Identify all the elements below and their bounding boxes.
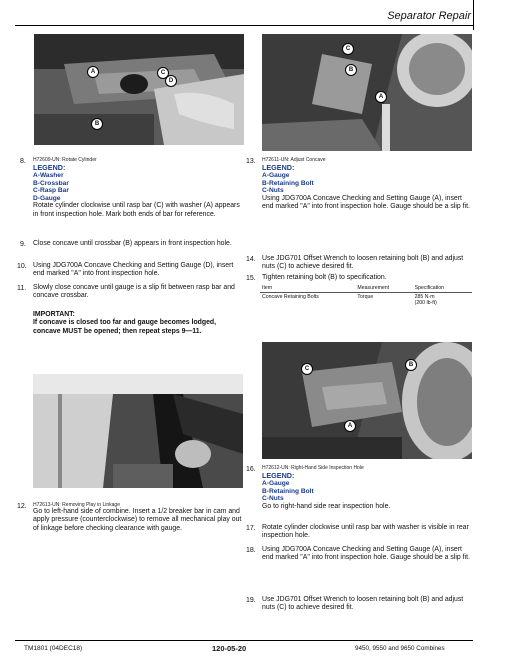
header-bar [15,8,473,26]
step-16-text: Go to right-hand side rear inspection hole. [262,502,391,510]
page-title: Separator Repair [387,10,471,22]
footer-model-list: 9450, 9550 and 9650 Combines [355,645,445,652]
step-14-text: Use JDG701 Offset Wrench to loosen retaining bolt (B) and adjust nuts (C) to achieve desired fit. [262,255,464,271]
step-16-number: 16. [246,466,256,473]
step-9-text: Close concave until crossbar (B) appears in front inspection hole. [33,240,232,247]
callout-c: C [157,67,169,79]
legend-item: B-Retaining Bolt [262,487,314,495]
step-11-number: 11. [17,285,27,292]
step-14-number: 14. [246,256,256,263]
photo-adjust-concave [262,34,472,151]
spec-table [260,284,472,307]
figure-id: H72612-UN: Right-Hand Side Inspection Hole [262,465,364,471]
legend-title: LEGEND: [262,471,295,480]
callout-a: A [87,66,99,78]
figure-id: H72613-UN: Removing Play in Linkage [33,502,120,508]
header-edge-line [473,0,474,30]
step-12-text: Go to left-hand side of combine. Insert a 1/2 breaker bar in cam and apply pressure (counterclockwise) to remove all mechanical play out of linkage before checking clearance with gauge. [33,508,242,532]
step-15-text: Tighten retaining bolt (B) to specification. [262,274,387,281]
legend-item: A-Gauge [262,172,290,179]
footer-page-number: 120-05-20 [212,644,247,653]
photo-rh-inspection-hole [262,342,472,459]
important-title: IMPORTANT: [33,311,75,318]
step-10-text: Using JDG700A Concave Checking and Setting Gauge (D), insert end marked "A" into front inspection hole. [33,262,234,278]
step-12-number: 12. [17,503,27,510]
legend-item: C-Nuts [262,187,284,195]
step-8-text: Rotate cylinder clockwise until rasp bar (C) with washer (A) appears in front inspection hole. Mark both ends of bar for reference. [33,202,240,218]
legend-title: LEGEND: [262,163,295,172]
spec-value-imperial: (200 lb-ft) [414,300,437,306]
photo-rotate-cylinder [34,34,244,145]
step-18-text: Using JDG700A Concave Checking and Setting Gauge (A), insert end marked "A" into front inspection hole. Gauge should be a slip fit. [262,546,470,562]
callout-a: A [375,91,387,103]
table-cell: Concave Retaining Bolts [262,294,319,300]
figure-id: H72609-UN: Rotate Cylinder [33,157,97,163]
callout-c: C [342,43,354,55]
callout-b: B [345,64,357,76]
step-15-number: 15. [246,275,256,282]
step-11-text: Slowly close concave until gauge is a slip fit between rasp bar and concave crossbar. [33,284,235,300]
legend-item: A-Gauge [262,480,290,487]
legend-item: B-Crossbar [33,179,69,187]
step-8-number: 8. [20,158,26,165]
step-18-number: 18. [246,547,256,554]
table-cell: Torque [357,294,374,300]
callout-b: B [91,118,103,130]
figure-id: H72611-UN: Adjust Concave [262,157,326,163]
step-17-text: Rotate cylinder clockwise until rasp bar with washer is visible in rear inspection hole. [262,524,469,540]
callout-d: D [165,75,177,87]
legend-item: C-Rasp Bar [33,187,69,195]
photo-breaker-bar [33,374,243,488]
legend-item: B-Retaining Bolt [262,179,314,187]
table-header: Measurement [355,284,412,293]
step-13-text: Using JDG700A Concave Checking and Setting Gauge (A), insert end marked "A" into front inspection hole. Gauge should be a slip fit. [262,194,470,211]
callout-b: B [405,359,417,371]
table-row [260,293,472,308]
callout-c: C [301,363,313,375]
spec-value-metric: 285 N·m [414,294,435,300]
legend-item: D-Gauge [33,194,61,202]
legend-item: A-Washer [33,172,64,179]
table-cell [413,293,472,308]
step-13-number: 13. [246,158,256,165]
step-10-number: 10. [17,263,27,270]
footer-doc-id: TM1801 (04DEC18) [24,645,83,652]
callout-a: A [344,420,356,432]
table-header: Item [260,284,355,293]
step-9-number: 9. [20,241,26,248]
legend-title: LEGEND: [33,163,66,172]
footer-rule [15,640,473,641]
step-19-number: 19. [246,597,256,604]
important-text: If concave is closed too far and gauge becomes lodged, concave MUST be opened; then repeat steps 9—11. [33,319,217,335]
legend-item: C-Nuts [262,495,284,503]
step-17-number: 17. [246,525,256,532]
step-19-text: Use JDG701 Offset Wrench to loosen retaining bolt (B) and adjust nuts (C) to achieve desired fit. [262,596,464,612]
table-header: Specification [413,284,472,293]
